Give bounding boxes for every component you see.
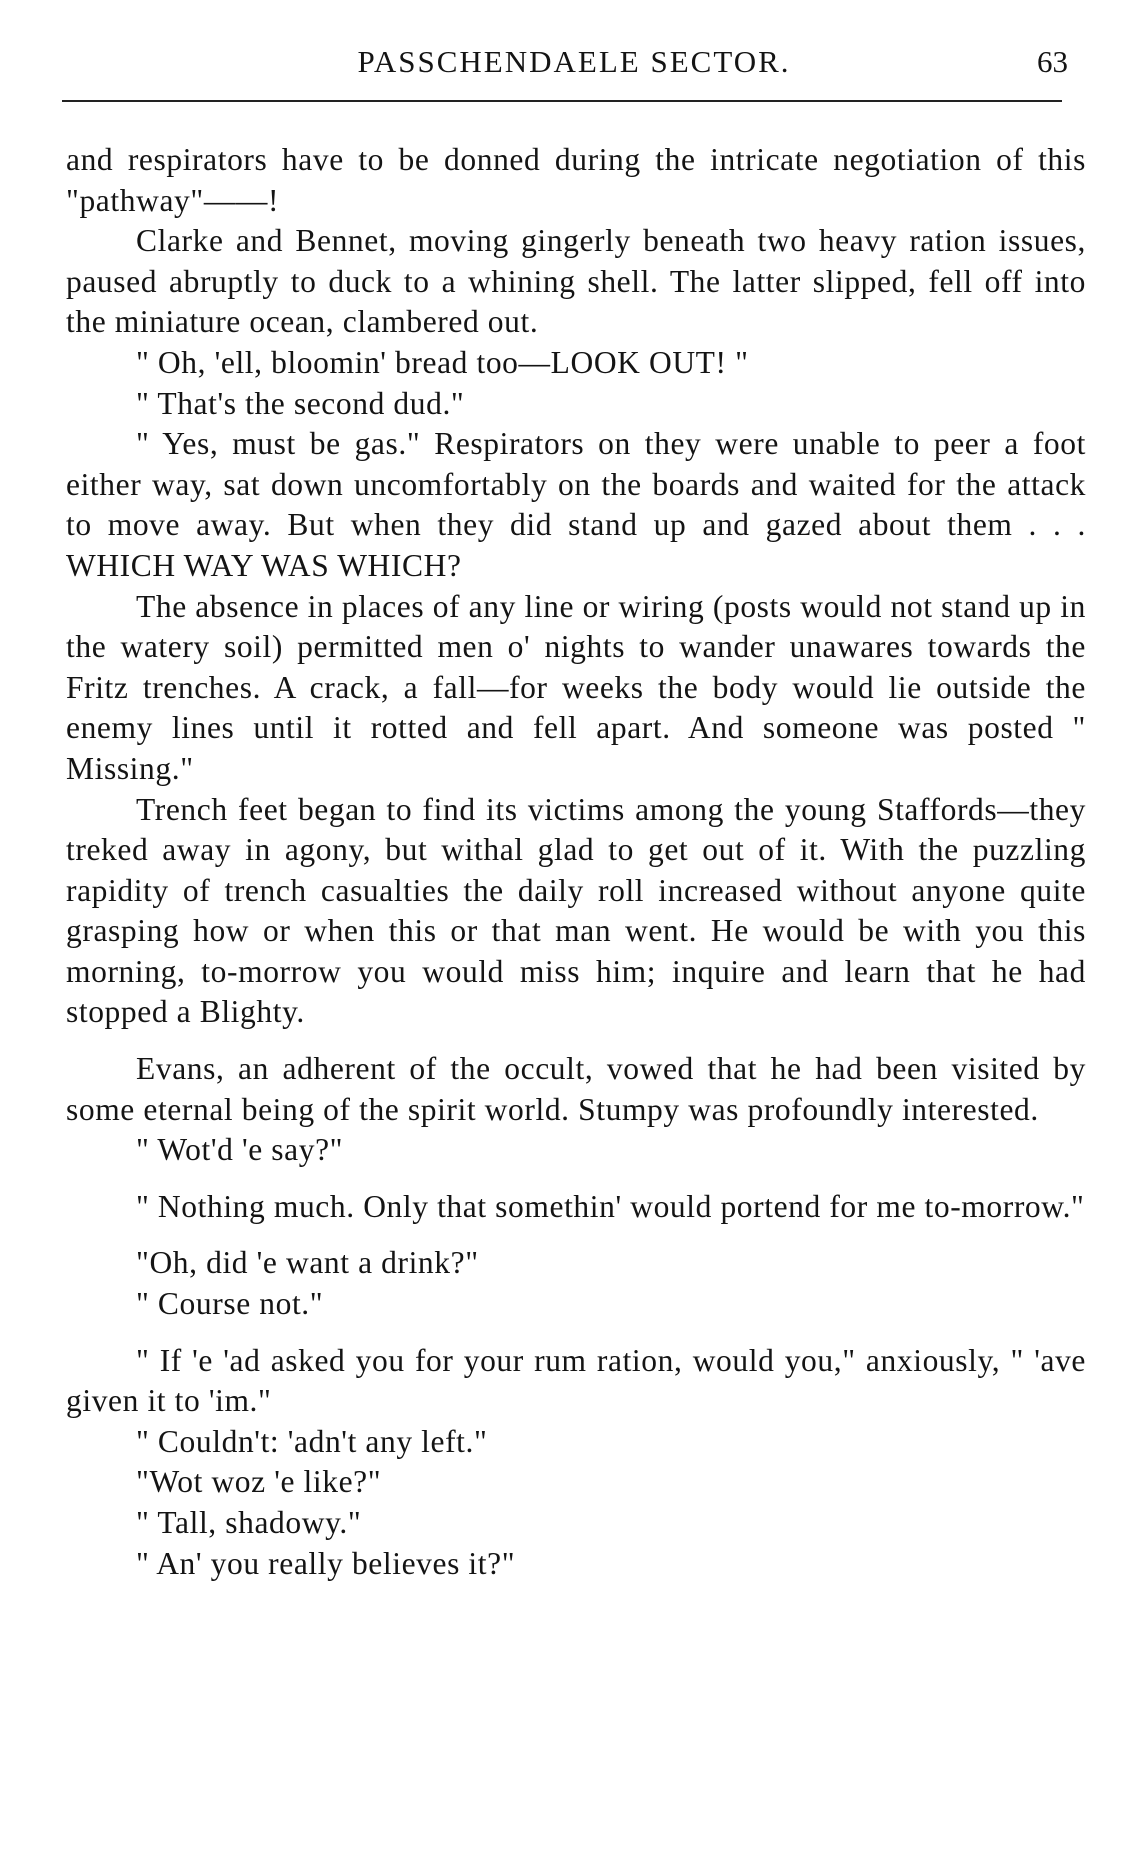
dialogue-line: " Wot'd 'e say?" [136,1132,344,1168]
book-page [62,0,1086,1581]
dialogue-line: " An' you really believes it?" [136,1545,516,1581]
paragraph: and respirators have to be donned during the intricate negotiation of this "pathway"——! [66,142,1086,218]
dialogue-line: " If 'e 'ad asked you for your rum ration, would you," anxiously, " 'ave given it to 'im." [66,1342,1086,1419]
page-number: 63 [1037,44,1068,79]
paragraph: Evans, an adherent of the occult, vowed that he had been visited by some eternal being of the spirit world. Stumpy was profoundly interested. [66,1051,1086,1127]
dialogue-line: " Couldn't: 'adn't any left." [136,1423,488,1459]
body-text [66,140,1086,1584]
paragraph: Trench feet began to find its victims among the young Staffords—they treked away in agony, but withal glad to get out of it. With the puzzling rapidity of trench casualties the daily roll increased without anyone quite grasping how or when this or that man went. He would be with you this morning, to-morrow you would miss him; inquire and learn that he had stopped a Blighty. [66,791,1086,1030]
paragraph: " That's the second dud." [136,385,465,421]
dialogue-line: " Tall, shadowy." [136,1505,362,1540]
paragraph: The absence in places of any line or wiring (posts would not stand up in the watery soil) permitted men o' nights to wander unawares towards the Fritz trenches. A crack, a fall—for weeks the body would lie outside the enemy lines until it rotted and fell apart. And someone was posted " Missing." [66,588,1086,786]
dialogue-line: " Nothing much. Only that somethin' would portend for me to-morrow." [136,1188,1085,1224]
running-head [62,0,1086,96]
dialogue-line: "Oh, did 'e want a drink?" [136,1245,479,1281]
header-rule [62,100,1062,102]
paragraph: Clarke and Bennet, moving gingerly beneath two heavy ration issues, paused abruptly to duck to a whining shell. The latter slipped, fell off into the miniature ocean, clambered out. [66,223,1086,340]
running-title: PASSCHENDAELE SECTOR. [357,44,791,79]
paragraph: " Yes, must be gas." Respirators on they were unable to peer a foot either way, sat down uncomfortably on the boards and waited for the attack to move away. But when they did stand up and gazed about them . . . WHICH WAY WAS WHICH? [66,426,1086,583]
dialogue-line: " Course not." [136,1286,324,1322]
paragraph: " Oh, 'ell, bloomin' bread too—LOOK OUT! " [136,344,749,380]
dialogue-line: "Wot woz 'e like?" [136,1464,382,1500]
